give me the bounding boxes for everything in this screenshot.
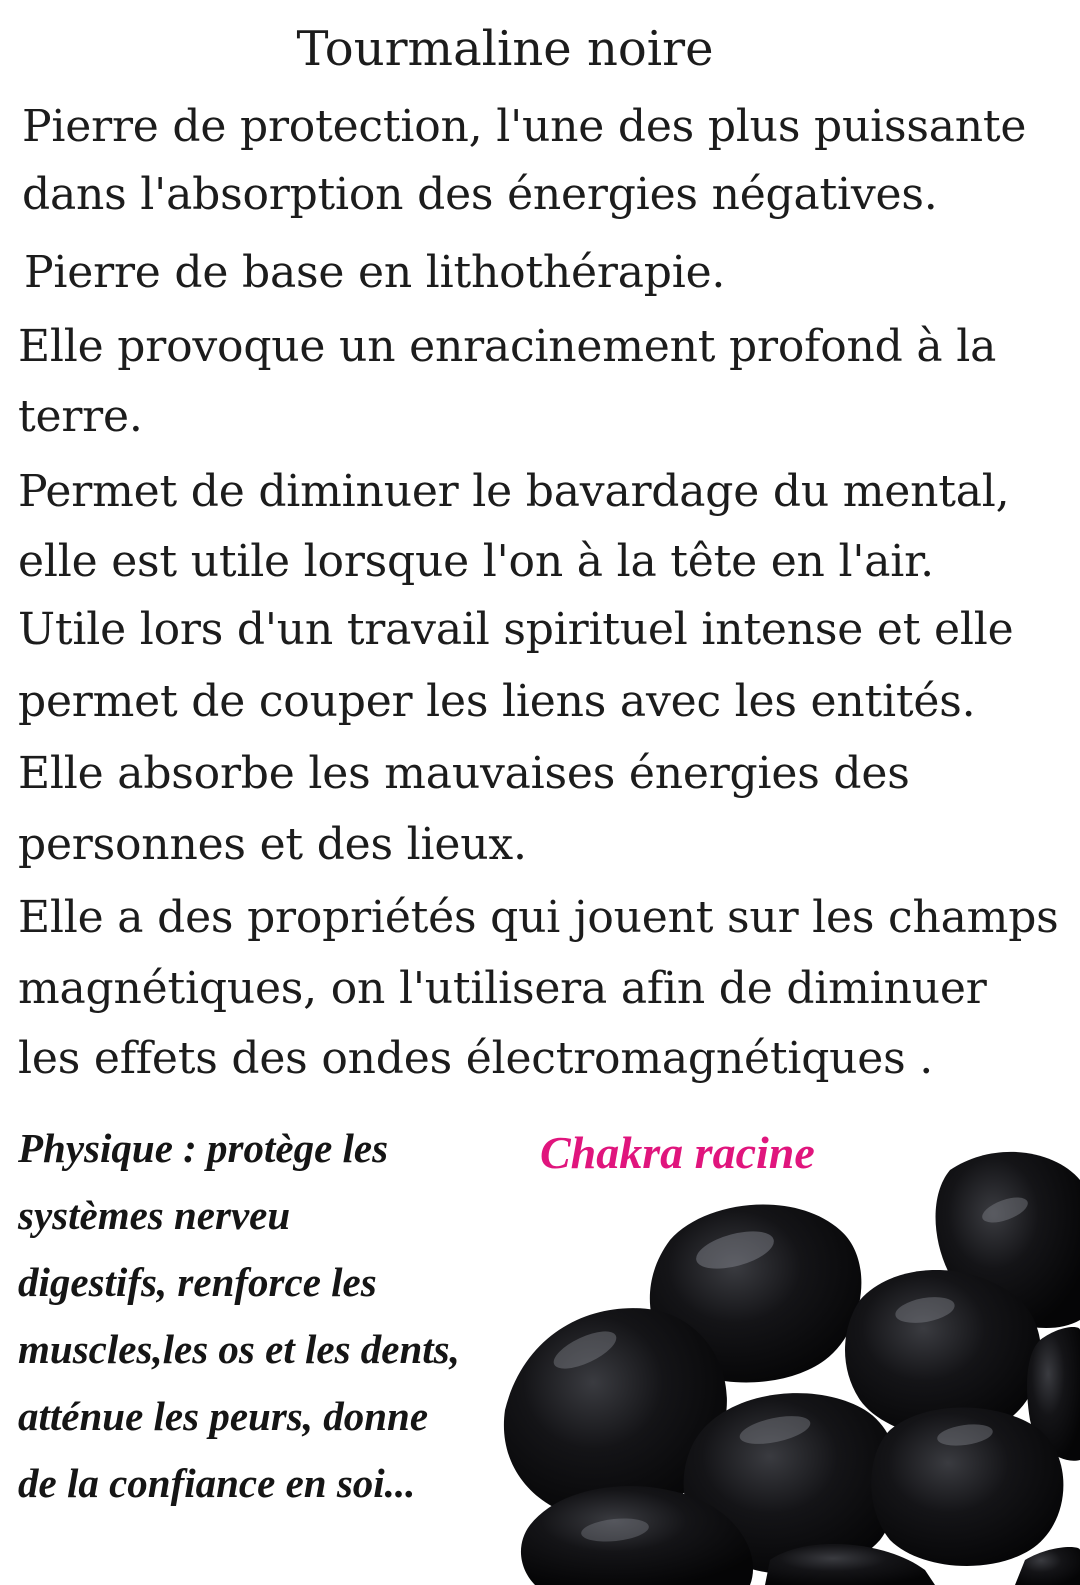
description-line: Pierre de base en lithothérapie. [24,247,726,298]
description-line: magnétiques, on l'utilisera afin de diminuer [18,963,987,1014]
description-line: elle est utile lorsque l'on à la tête en l'air. [18,536,934,587]
chakra-label: Chakra racine [540,1127,815,1178]
description-line: terre. [18,391,143,442]
description-line: les effets des ondes électromagnétiques . [18,1033,934,1084]
black-tourmaline-stones-image [495,1130,1080,1585]
physical-line: systèmes nerveu [18,1192,291,1238]
description-line: permet de couper les liens avec les entités. [18,676,976,727]
description-line: Utile lors d'un travail spirituel intense et elle [18,604,1014,655]
description-line: Elle a des propriétés qui jouent sur les champs [18,892,1059,943]
physical-benefits-text [18,1115,538,1517]
description-line: Elle provoque un enracinement profond à la [18,321,997,372]
physical-line: de la confiance en soi... [18,1460,416,1506]
page-title: Tourmaline noire [296,21,714,77]
description-line: dans l'absorption des énergies négatives. [22,169,938,220]
physical-line: Physique : protège les [18,1125,389,1171]
description-line: personnes et des lieux. [18,819,527,870]
description-line: Permet de diminuer le bavardage du mental, [18,466,1010,517]
description-line: Elle absorbe les mauvaises énergies des [18,748,910,799]
description-line: Pierre de protection, l'une des plus puissante [22,101,1027,152]
physical-line: muscles,les os et les dents, [18,1326,460,1372]
physical-line: atténue les peurs, donne [18,1393,429,1439]
physical-line: digestifs, renforce les [18,1259,377,1305]
